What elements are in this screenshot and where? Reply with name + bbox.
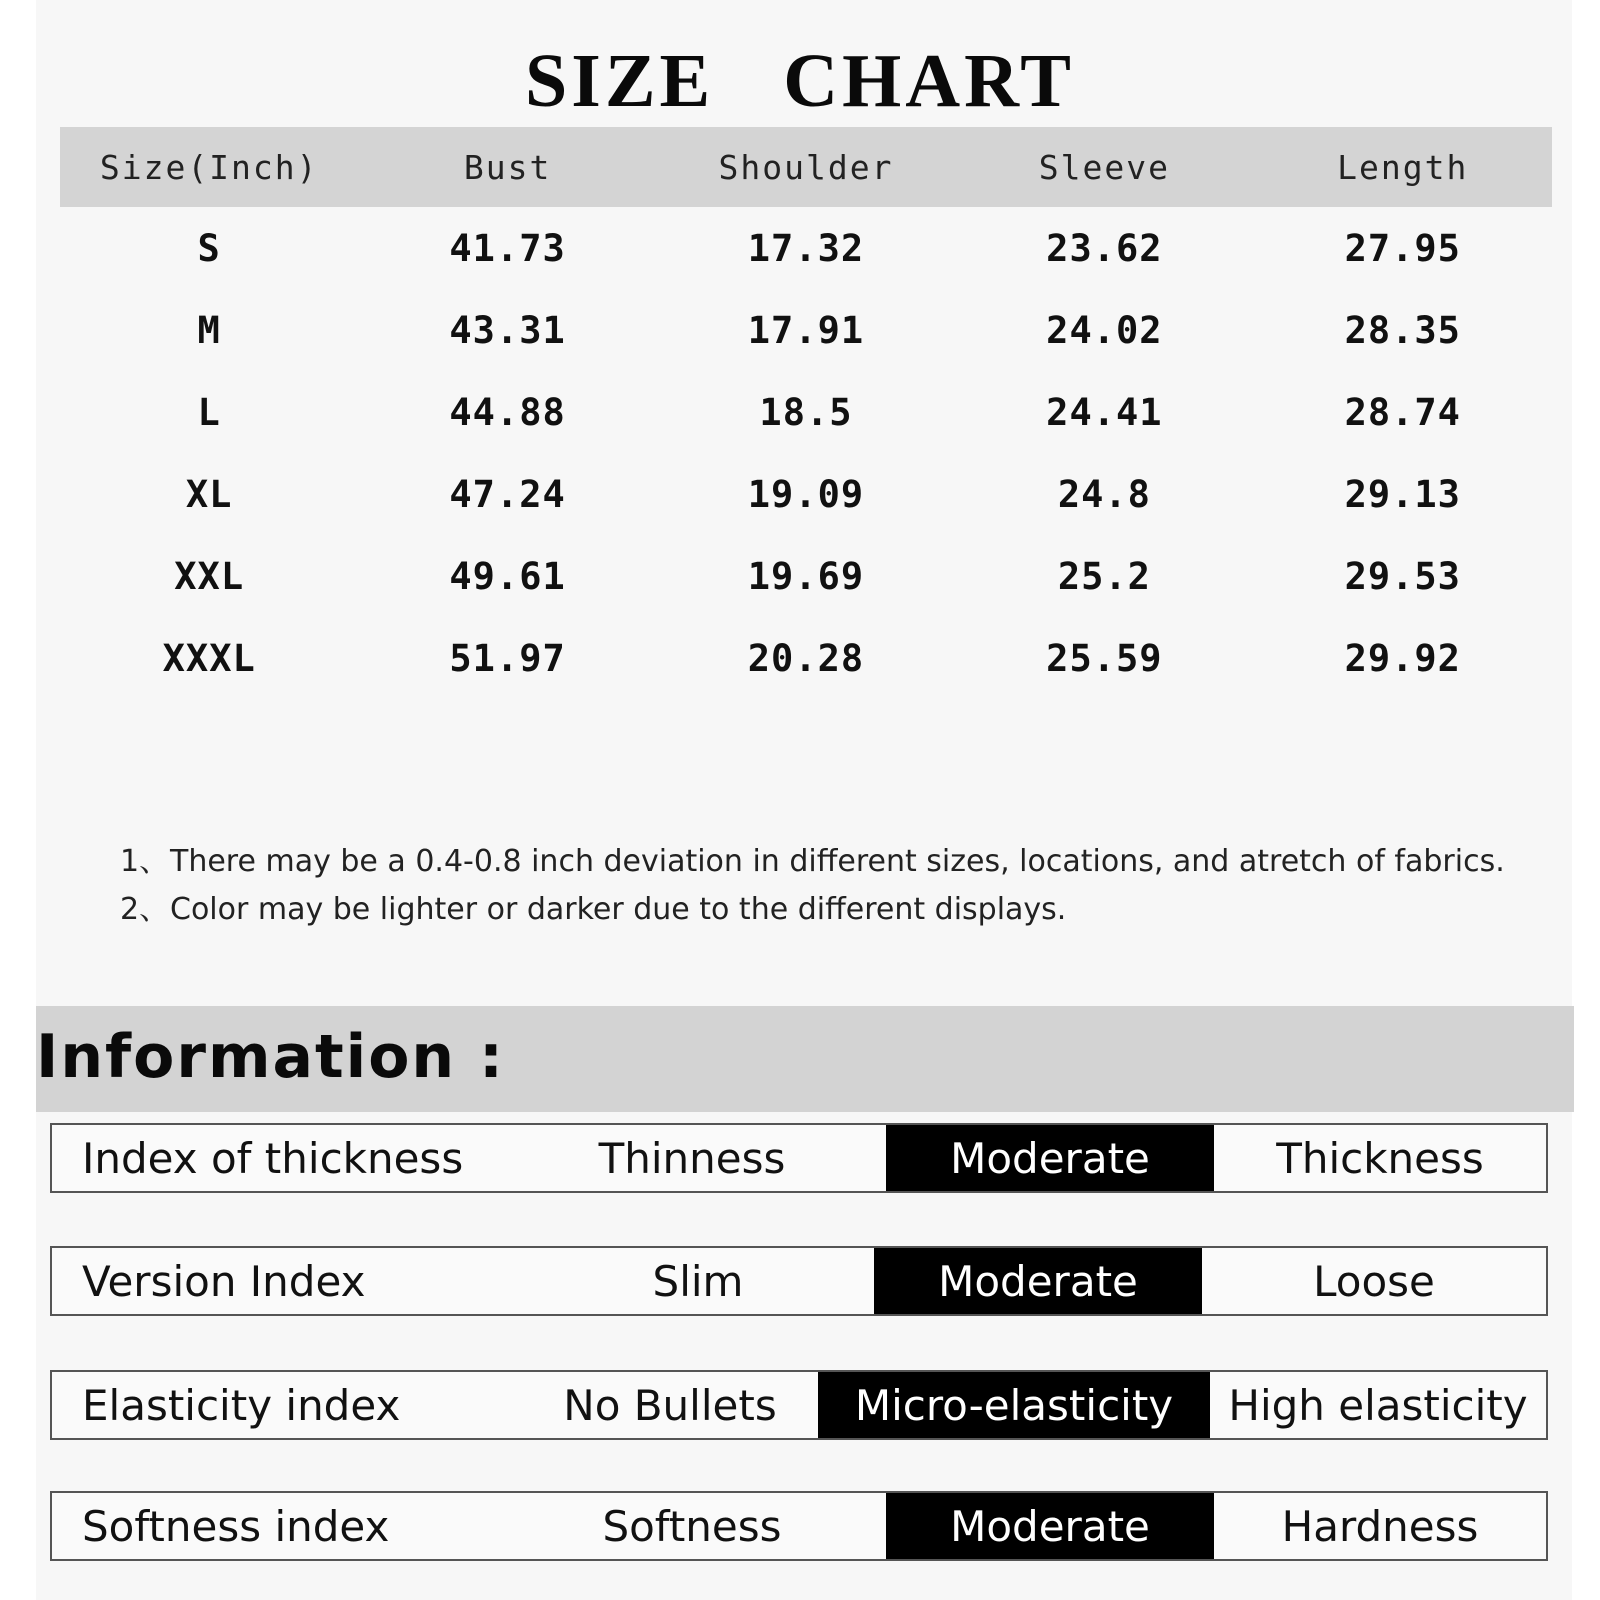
table-cell: 47.24 bbox=[449, 472, 566, 516]
row-label: Elasticity index bbox=[82, 1380, 401, 1430]
table-cell: 17.32 bbox=[747, 226, 865, 270]
option-micro-elasticity-selected: Micro-elasticity bbox=[818, 1372, 1210, 1438]
table-cell: 28.74 bbox=[1344, 390, 1461, 434]
softness-index-row bbox=[50, 1491, 1548, 1561]
table-cell: 24.02 bbox=[1046, 308, 1163, 352]
table-cell: S bbox=[197, 226, 221, 270]
option-high-elasticity: High elasticity bbox=[1228, 1380, 1528, 1430]
table-row bbox=[60, 289, 1552, 371]
note-text: Color may be lighter or darker due to the different displays. bbox=[170, 892, 1067, 927]
column-header: Bust bbox=[358, 127, 656, 207]
note-number: 2、 bbox=[120, 892, 170, 927]
table-cell: XL bbox=[185, 472, 233, 516]
option-moderate-selected: Moderate bbox=[886, 1125, 1214, 1191]
note-number: 1、 bbox=[120, 844, 170, 879]
table-cell: 29.53 bbox=[1344, 554, 1461, 598]
table-cell: 25.59 bbox=[1046, 636, 1163, 680]
table-cell: 29.13 bbox=[1344, 472, 1461, 516]
option-no-bullets: No Bullets bbox=[563, 1380, 777, 1430]
table-cell: 41.73 bbox=[449, 226, 566, 270]
table-cell: 24.41 bbox=[1046, 390, 1163, 434]
elasticity-index-row bbox=[50, 1370, 1548, 1440]
option-thinness: Thinness bbox=[598, 1133, 786, 1183]
option-hardness: Hardness bbox=[1281, 1501, 1479, 1551]
option-thickness: Thickness bbox=[1276, 1133, 1484, 1183]
table-cell: 24.8 bbox=[1057, 472, 1151, 516]
table-row bbox=[60, 371, 1552, 453]
table-cell: 19.69 bbox=[747, 554, 865, 598]
column-header: Size(Inch) bbox=[60, 127, 358, 207]
table-cell: 18.5 bbox=[759, 390, 853, 434]
option-moderate-selected: Moderate bbox=[886, 1493, 1214, 1559]
table-row bbox=[60, 453, 1552, 535]
table-cell: M bbox=[197, 308, 221, 352]
information-title: Information : bbox=[36, 1022, 506, 1092]
thickness-index-row bbox=[50, 1123, 1548, 1193]
table-row bbox=[60, 207, 1552, 289]
table-cell: XXL bbox=[174, 554, 245, 598]
table-cell: 25.2 bbox=[1057, 554, 1151, 598]
note-text: There may be a 0.4-0.8 inch deviation in different sizes, locations, and atretch of fabrics. bbox=[170, 844, 1505, 879]
option-softness: Softness bbox=[602, 1501, 782, 1551]
column-header: Shoulder bbox=[657, 127, 955, 207]
table-header-row bbox=[60, 127, 1552, 207]
row-label: Softness index bbox=[82, 1501, 390, 1551]
table-cell: 23.62 bbox=[1046, 226, 1163, 270]
table-cell: 19.09 bbox=[747, 472, 865, 516]
option-loose: Loose bbox=[1313, 1256, 1435, 1306]
table-cell: XXXL bbox=[162, 636, 256, 680]
table-cell: 27.95 bbox=[1344, 226, 1461, 270]
table-row bbox=[60, 617, 1552, 699]
table-row bbox=[60, 535, 1552, 617]
version-index-row bbox=[50, 1246, 1548, 1316]
table-cell: 28.35 bbox=[1344, 308, 1461, 352]
table-cell: 44.88 bbox=[449, 390, 566, 434]
option-moderate-selected: Moderate bbox=[874, 1248, 1202, 1314]
column-header: Length bbox=[1254, 127, 1552, 207]
note-item bbox=[120, 886, 1505, 934]
notes bbox=[120, 838, 1505, 934]
table-cell: 17.91 bbox=[747, 308, 865, 352]
column-header: Sleeve bbox=[955, 127, 1253, 207]
table-cell: 43.31 bbox=[449, 308, 566, 352]
table-cell: 20.28 bbox=[747, 636, 865, 680]
row-label: Version Index bbox=[82, 1256, 366, 1306]
note-item bbox=[120, 838, 1505, 886]
page-title: SIZE CHART bbox=[524, 39, 1075, 123]
table-cell: 51.97 bbox=[449, 636, 566, 680]
option-slim: Slim bbox=[652, 1256, 744, 1306]
size-table bbox=[60, 127, 1552, 699]
table-cell: 49.61 bbox=[449, 554, 566, 598]
table-cell: 29.92 bbox=[1344, 636, 1461, 680]
row-label: Index of thickness bbox=[82, 1133, 464, 1183]
table-cell: L bbox=[197, 390, 221, 434]
